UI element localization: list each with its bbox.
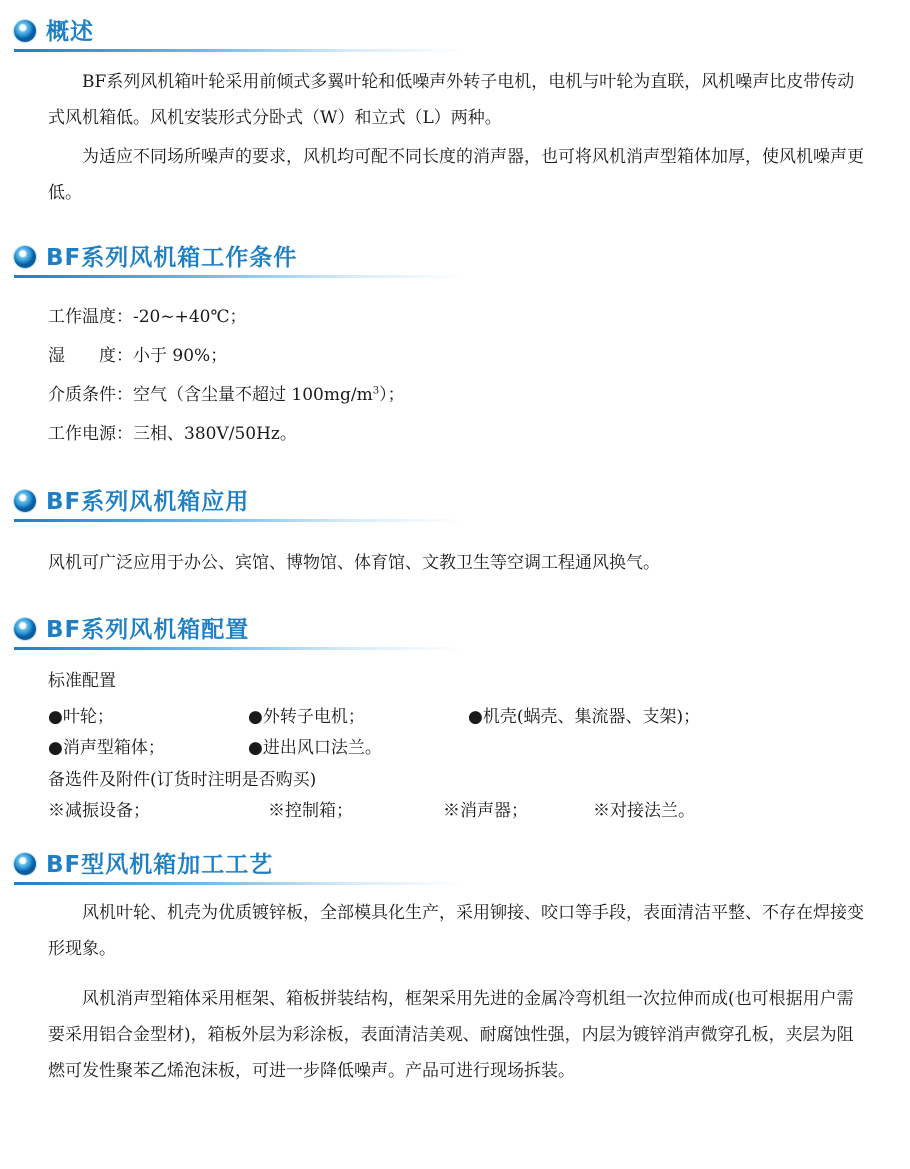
circle-bullet-icon xyxy=(14,853,36,875)
heading-divider xyxy=(14,647,464,650)
circle-bullet-icon xyxy=(14,618,36,640)
standard-item: ●消声型箱体； xyxy=(48,738,165,758)
condition-temperature: 工作温度：-20~+40℃； xyxy=(48,307,247,327)
standard-config-label: 标准配置 xyxy=(48,671,116,691)
heading-divider xyxy=(14,519,464,522)
optional-item: ※减振设备； xyxy=(48,801,150,821)
section-title: BF型风机箱加工工艺 xyxy=(46,852,274,878)
optional-item: ※消声器； xyxy=(443,801,528,821)
standard-item: ●进出风口法兰。 xyxy=(248,738,382,758)
standard-item: ●外转子电机； xyxy=(248,707,365,727)
paragraph: BF系列风机箱叶轮采用前倾式多翼叶轮和低噪声外转子电机，电机与叶轮为直联，风机噪声比皮带传动式风机箱低。风机安装形式分卧式（W）和立式（L）两种。 xyxy=(48,72,855,128)
heading-divider xyxy=(14,49,464,52)
section-heading xyxy=(0,240,910,280)
section-overview xyxy=(0,14,910,203)
circle-bullet-icon xyxy=(14,20,36,42)
section-conditions xyxy=(0,240,910,444)
optional-item: ※控制箱； xyxy=(268,801,353,821)
section-title: BF系列风机箱配置 xyxy=(46,617,250,643)
section-configuration xyxy=(0,612,910,821)
standard-item: ●机壳(蜗壳、集流器、支架)； xyxy=(468,707,701,727)
section-title: BF系列风机箱应用 xyxy=(46,489,250,515)
paragraph: 为适应不同场所噪声的要求，风机均可配不同长度的消声器，也可将风机消声型箱体加厚，使风机噪声更低。 xyxy=(48,147,864,203)
condition-humidity: 湿 度：小于 90%； xyxy=(48,346,228,366)
condition-medium-text: 介质条件：空气（含尘量不超过 100mg/m xyxy=(48,385,373,405)
condition-medium-end: ）； xyxy=(379,385,405,405)
section-heading xyxy=(0,612,910,652)
section-process xyxy=(0,847,910,1081)
section-application xyxy=(0,484,910,573)
superscript: 3 xyxy=(372,385,380,397)
section-heading xyxy=(0,484,910,524)
application-text: 风机可广泛应用于办公、宾馆、博物馆、体育馆、文教卫生等空调工程通风换气。 xyxy=(48,553,660,573)
section-title: 概述 xyxy=(46,19,94,45)
standard-item: ●叶轮； xyxy=(48,707,114,727)
condition-medium xyxy=(48,380,405,405)
circle-bullet-icon xyxy=(14,490,36,512)
section-heading xyxy=(0,847,910,887)
optional-item: ※对接法兰。 xyxy=(593,801,695,821)
heading-divider xyxy=(14,882,464,885)
paragraph: 风机叶轮、机壳为优质镀锌板，全部模具化生产，采用铆接、咬口等手段，表面清洁平整、不存在焊接变形现象。 xyxy=(48,903,864,959)
optional-config-label: 备选件及附件(订货时注明是否购买) xyxy=(48,770,317,790)
condition-power: 工作电源：三相、380V/50Hz。 xyxy=(48,424,297,444)
circle-bullet-icon xyxy=(14,246,36,268)
paragraph: 风机消声型箱体采用框架、箱板拼装结构，框架采用先进的金属冷弯机组一次拉伸而成(也可根据用户需要采用铝合金型材)，箱板外层为彩涂板，表面清洁美观、耐腐蚀性强，内层为镀锌消声微穿孔板，夹层为阻燃可发性聚苯乙烯泡沫板，可进一步降低噪声。产品可进行现场拆装。 xyxy=(48,989,854,1081)
section-heading xyxy=(0,14,910,54)
heading-divider xyxy=(14,275,464,278)
section-title: BF系列风机箱工作条件 xyxy=(46,245,298,271)
